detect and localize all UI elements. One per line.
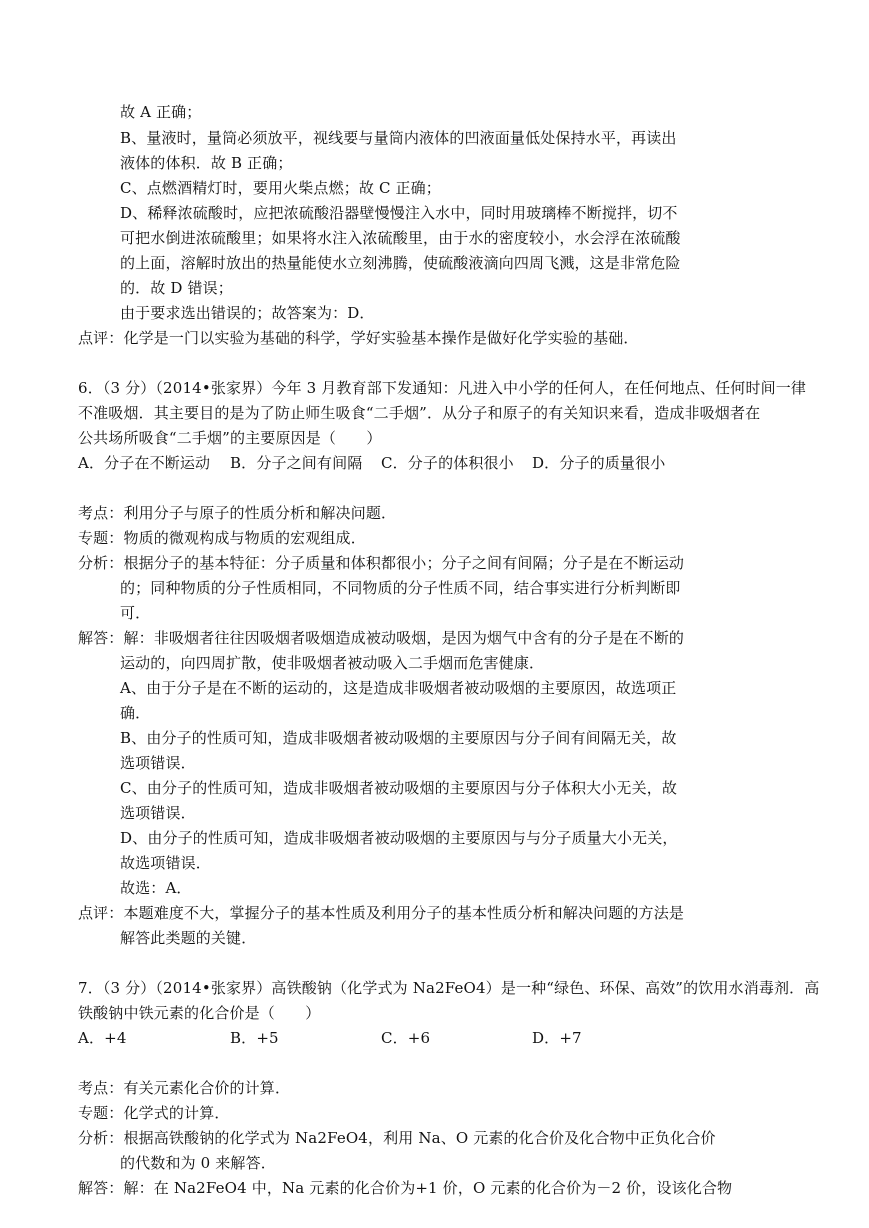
q6-stem: 6．（3 分）（2014•张家界）今年 3 月教育部下发通知：凡进入中小学的任何人，在任何地点、任何时间一律 [78, 379, 807, 397]
q6-jieda: C、由分子的性质可知，造成非吸烟者被动吸烟的主要原因与分子体积大小无关，故 [120, 779, 678, 797]
q6-jieda: B、由分子的性质可知，造成非吸烟者被动吸烟的主要原因与分子间有间隔无关，故 [120, 729, 677, 747]
q6-jieda: 选项错误． [120, 754, 196, 772]
prev-line: 可把水倒进浓硫酸里；如果将水注入浓硫酸里，由于水的密度较小，水会浮在浓硫酸 [120, 229, 681, 247]
prev-line: 液体的体积．故 B 正确； [120, 154, 293, 172]
q6-jieda: 确． [120, 704, 151, 722]
q7-stem: 7．（3 分）（2014•张家界）高铁酸钠（化学式为 Na2FeO4）是一种“绿色、环保、高效”的饮用水消毒剂．高 [78, 979, 820, 997]
q7-option-a: A．+4 [78, 1029, 127, 1047]
q6-dianping: 点评：本题难度不大，掌握分子的基本性质及利用分子的基本性质分析和解决问题的方法是 [78, 904, 685, 922]
prev-line: B、量液时，量筒必须放平，视线要与量筒内液体的凹液面量低处保持水平，再读出 [120, 129, 677, 147]
q6-jieda: 选项错误． [120, 804, 196, 822]
prev-line: 的．故 D 错误； [120, 279, 233, 297]
q7-zhuanti: 专题：化学式的计算． [78, 1104, 230, 1122]
q7-option-d: D．+7 [532, 1029, 582, 1047]
q6-fenxi: 可． [120, 604, 151, 622]
prev-line: 的上面，溶解时放出的热量能使水立刻沸腾，使硫酸液滴向四周飞溅，这是非常危险 [120, 254, 681, 272]
q6-option-c: C．分子的体积很小 [381, 454, 514, 472]
q7-fenxi: 的代数和为 0 来解答． [120, 1154, 276, 1172]
q7-option-c: C．+6 [381, 1029, 431, 1047]
prev-comment: 点评：化学是一门以实验为基础的科学，学好实验基本操作是做好化学实验的基础． [78, 329, 639, 347]
prev-line: D、稀释浓硫酸时，应把浓硫酸沿器壁慢慢注入水中，同时用玻璃棒不断搅拌，切不 [120, 204, 678, 222]
q6-stem: 不准吸烟．其主要目的是为了防止师生吸食“二手烟”．从分子和原子的有关知识来看，造成非吸烟者在 [78, 404, 761, 422]
q7-jieda: 解答：解：在 Na2FeO4 中，Na 元素的化合价为+1 价，O 元素的化合价为－2 价，设该化合物 [78, 1179, 733, 1197]
q6-kaodian: 考点：利用分子与原子的性质分析和解决问题． [78, 504, 397, 522]
prev-line: C、点燃酒精灯时，要用火柴点燃；故 C 正确； [120, 179, 441, 197]
q6-zhuanti: 专题：物质的微观构成与物质的宏观组成． [78, 529, 366, 547]
q6-jieda: A、由于分子是在不断的运动的，这是造成非吸烟者被动吸烟的主要原因，故选项正 [120, 679, 677, 697]
q6-option-b: B．分子之间有间隔 [230, 454, 363, 472]
q6-fenxi: 的；同种物质的分子性质相同，不同物质的分子性质不同，结合事实进行分析判断即 [120, 579, 681, 597]
q6-fenxi: 分析：根据分子的基本特征：分子质量和体积都很小；分子之间有间隔；分子是在不断运动 [78, 554, 685, 572]
q7-fenxi: 分析：根据高铁酸钠的化学式为 Na2FeO4，利用 Na、O 元素的化合价及化合物中正负化合价 [78, 1129, 716, 1147]
q6-jieda: 故选项错误． [120, 854, 211, 872]
q6-option-d: D．分子的质量很小 [532, 454, 666, 472]
prev-line: 由于要求选出错误的；故答案为：D． [120, 304, 375, 322]
q6-stem: 公共场所吸食“二手烟”的主要原因是（ ） [78, 429, 382, 447]
prev-line: 故 A 正确； [120, 103, 202, 121]
q6-jieda: 解答：解：非吸烟者往往因吸烟者吸烟造成被动吸烟，是因为烟气中含有的分子是在不断的 [78, 629, 685, 647]
q6-dianping: 解答此类题的关键． [120, 929, 257, 947]
q6-jieda: 故选：A． [120, 879, 192, 897]
q6-jieda: D、由分子的性质可知，造成非吸烟者被动吸烟的主要原因与与分子质量大小无关， [120, 829, 678, 847]
q6-jieda: 运动的，向四周扩散，使非吸烟者被动吸入二手烟而危害健康． [120, 654, 545, 672]
q7-kaodian: 考点：有关元素化合价的计算． [78, 1079, 291, 1097]
q7-stem: 铁酸钠中铁元素的化合价是（ ） [78, 1004, 321, 1022]
q6-option-a: A．分子在不断运动 [78, 454, 211, 472]
q7-option-b: B．+5 [230, 1029, 279, 1047]
